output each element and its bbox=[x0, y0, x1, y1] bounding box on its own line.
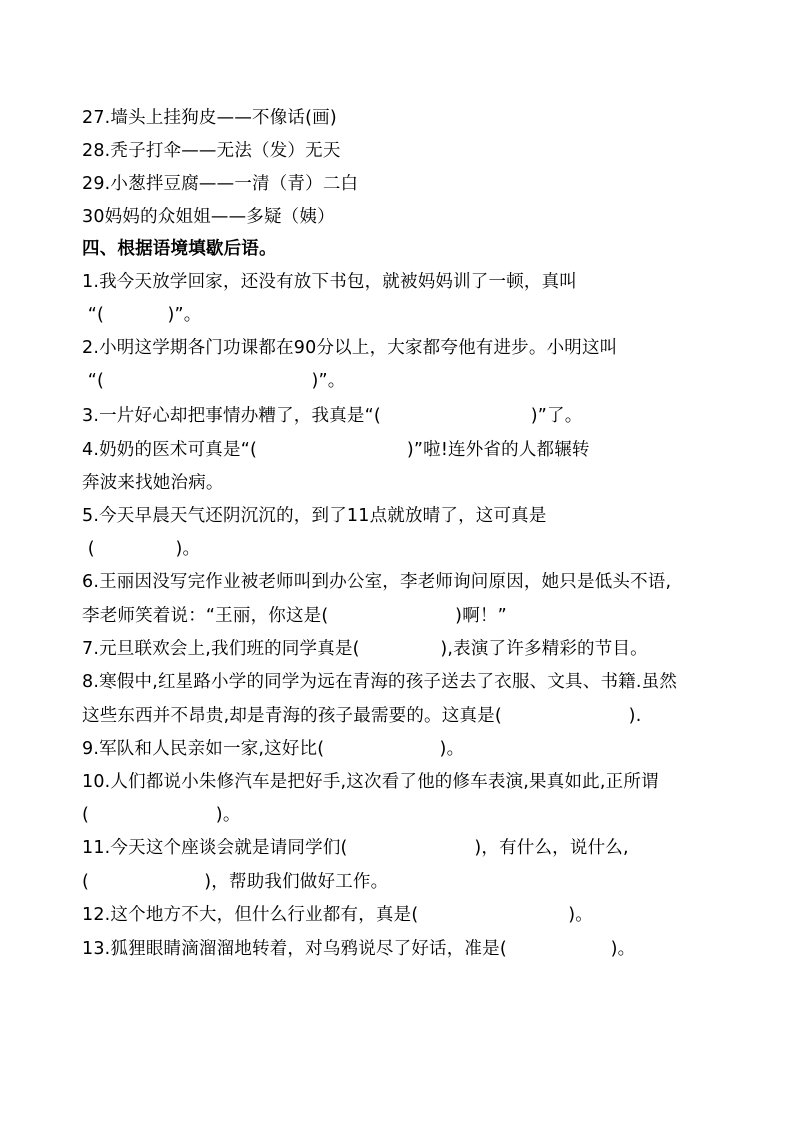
question-13: 13.狐狸眼睛滴溜溜地转着，对乌鸦说尽了好话，准是( )。 bbox=[82, 939, 636, 959]
question-11-line-1: 11.今天这个座谈会就是请同学们( )，有什么，说什么, bbox=[82, 838, 629, 858]
question-2-line-1: 2.小明这学期各门功课都在90分以上，大家都夸他有进步。小明这叫 bbox=[82, 338, 618, 358]
section-title: 四、根据语境填歇后语。 bbox=[82, 239, 277, 259]
question-11-line-2: ( )，帮助我们做好工作。 bbox=[82, 872, 389, 892]
answer-28: 28.秃子打伞——无法（发）无天 bbox=[82, 141, 341, 161]
question-5-line-2: ( )。 bbox=[82, 539, 201, 559]
question-3: 3.一片好心却把事情办糟了，我真是“( )”了。 bbox=[82, 406, 583, 426]
question-12: 12.这个地方不大，但什么行业都有，真是( )。 bbox=[82, 905, 593, 925]
question-10-line-1: 10.人们都说小朱修汽车是把好手,这次看了他的修车表演,果真如此,正所谓 bbox=[82, 772, 659, 792]
question-1-line-2: “( )”。 bbox=[82, 305, 202, 325]
question-7: 7.元旦联欢会上,我们班的同学真是( ),表演了许多精彩的节目。 bbox=[82, 639, 648, 659]
answer-27: 27.墙头上挂狗皮——不像话(画) bbox=[82, 108, 337, 128]
answer-30: 30妈妈的众姐姐——多疑（姨） bbox=[82, 207, 335, 227]
question-4-line-2: 奔波来找她治病。 bbox=[82, 473, 224, 493]
question-1-line-1: 1.我今天放学回家，还没有放下书包，就被妈妈训了一顿，真叫 bbox=[82, 272, 577, 292]
question-6-line-1: 6.王丽因没写完作业被老师叫到办公室，李老师询问原因，她只是低头不语, bbox=[82, 572, 672, 592]
question-8-line-2: 这些东西并不昂贵,却是青海的孩子最需要的。这真是( ). bbox=[82, 706, 642, 726]
answer-29: 29.小葱拌豆腐——一清（青）二白 bbox=[82, 174, 359, 194]
question-6-line-2: 李老师笑着说：“王丽，你这是( )啊！” bbox=[82, 606, 507, 626]
question-9: 9.军队和人民亲如一家,这好比( )。 bbox=[82, 739, 465, 759]
question-2-line-2: “( )”。 bbox=[82, 371, 346, 391]
question-10-line-2: ( )。 bbox=[82, 805, 241, 825]
question-5-line-1: 5.今天早晨天气还阴沉沉的，到了11点就放晴了，这可真是 bbox=[82, 506, 547, 526]
question-8-line-1: 8.寒假中,红星路小学的同学为远在青海的孩子送去了衣服、文具、书籍.虽然 bbox=[82, 672, 678, 692]
question-4-line-1: 4.奶奶的医术可真是“( )”啦!连外省的人都辗转 bbox=[82, 440, 590, 460]
